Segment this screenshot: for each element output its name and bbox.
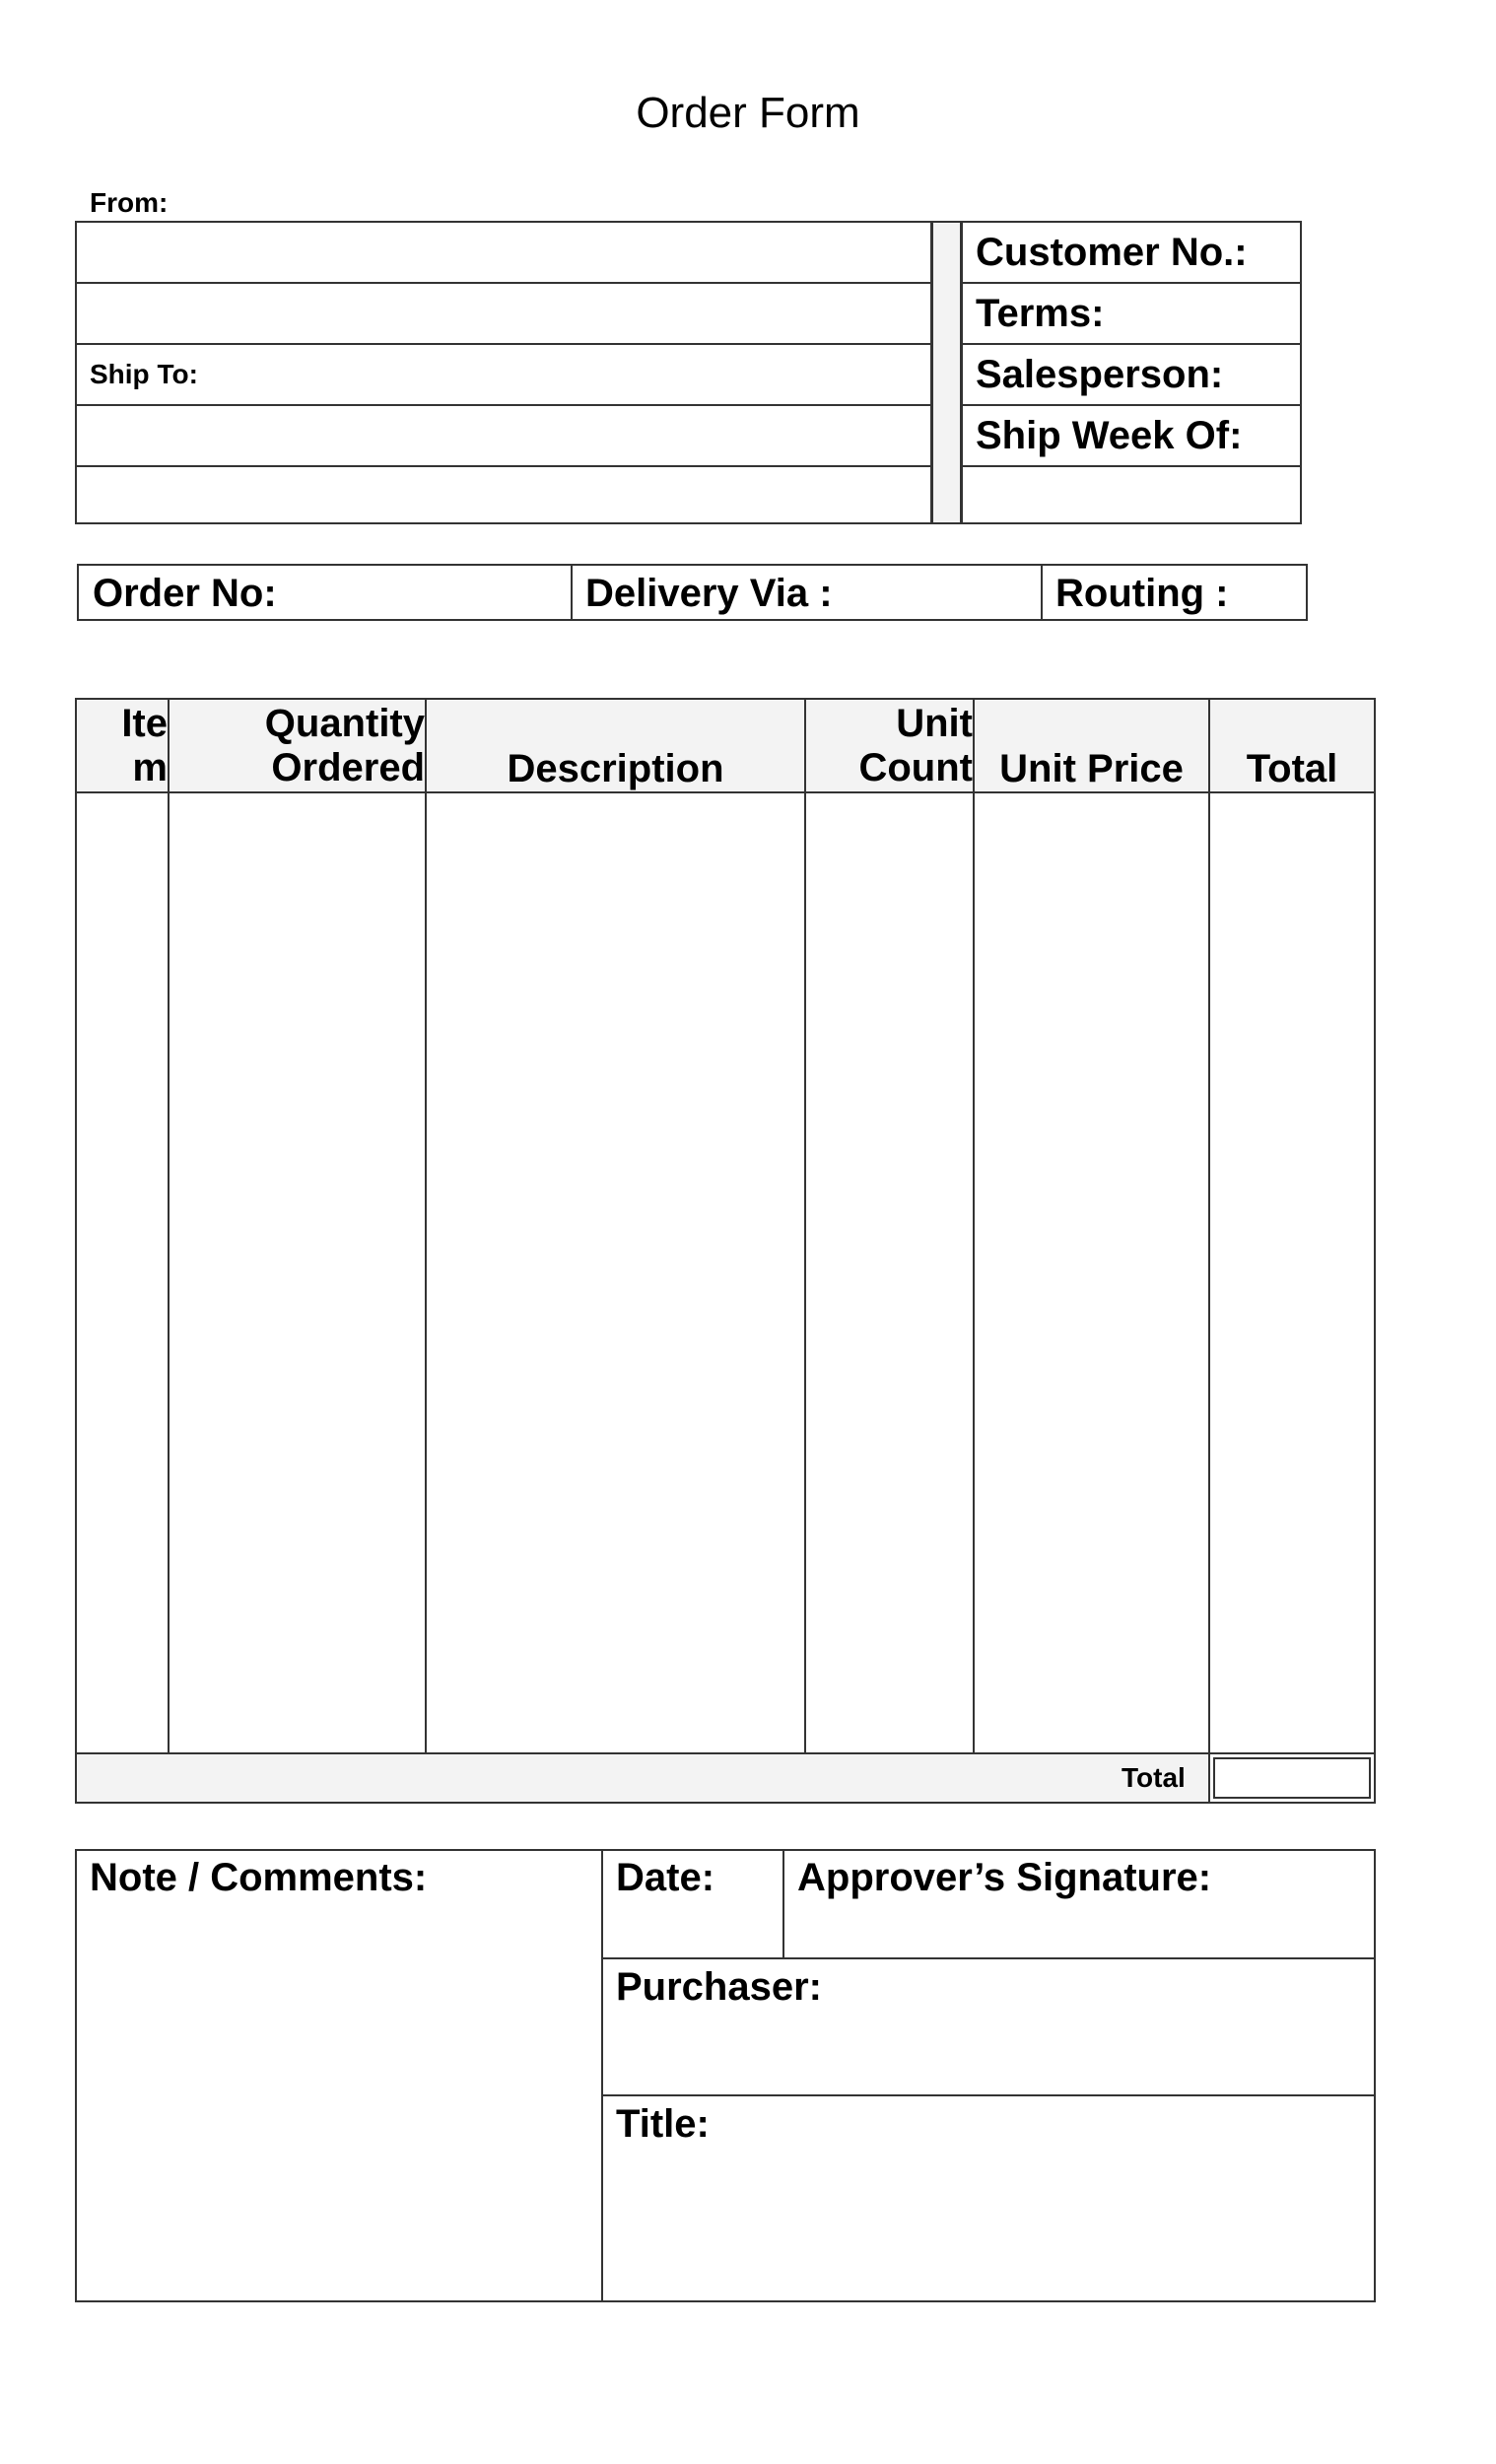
order-info-bar [77, 564, 1308, 621]
divider [963, 404, 1300, 406]
from-line-1[interactable] [77, 223, 930, 282]
table-footer [77, 1754, 1208, 1802]
purchaser-label: Purchaser: [616, 1965, 822, 2009]
salesperson-label: Salesperson: [976, 353, 1224, 396]
notes-field[interactable] [77, 1910, 599, 2300]
footer-total-label: Total [1122, 1762, 1186, 1793]
divider [601, 1851, 603, 2300]
delivery-via-label: Delivery Via : [585, 572, 833, 615]
header-unit-price [975, 700, 1208, 791]
header-quantity [170, 700, 425, 791]
header-item-line1: Ite [121, 701, 168, 745]
from-line-2[interactable] [77, 284, 930, 343]
approver-signature-label: Approver’s Signature: [797, 1856, 1212, 1899]
divider [782, 1851, 784, 1959]
customer-info-box [961, 221, 1302, 524]
divider [1041, 566, 1043, 619]
address-box [75, 221, 932, 524]
approval-box [75, 1849, 1376, 2302]
items-body[interactable] [77, 793, 1374, 1752]
header-total-text: Total [1246, 747, 1338, 790]
header-total [1210, 700, 1374, 791]
page-title: Order Form [636, 89, 860, 137]
from-label: From: [90, 187, 169, 218]
header-unit-count-line2: Count [858, 745, 973, 789]
header-unit-count [806, 700, 973, 791]
header-quantity-line2: Ordered [271, 745, 425, 789]
grand-total-field[interactable] [1213, 1757, 1371, 1799]
terms-label: Terms: [976, 292, 1105, 335]
header-item-line2: m [132, 745, 168, 789]
divider [601, 1957, 1374, 1959]
routing-label: Routing : [1055, 572, 1229, 615]
divider [571, 566, 573, 619]
customer-no-label: Customer No.: [976, 231, 1248, 274]
ship-to-line-2[interactable] [77, 467, 930, 524]
date-label: Date: [616, 1856, 715, 1899]
items-table [75, 698, 1376, 1804]
divider [601, 2094, 1374, 2096]
ship-to-label: Ship To: [90, 359, 198, 389]
divider [963, 282, 1300, 284]
header-unit-count-line1: Unit [896, 701, 973, 745]
customer-extra-field[interactable] [963, 467, 1300, 524]
notes-label: Note / Comments: [90, 1856, 428, 1899]
spacer-column [931, 221, 962, 524]
header-description-text: Description [507, 747, 724, 790]
header-item [77, 700, 168, 791]
header-description [427, 700, 804, 791]
ship-week-of-label: Ship Week Of: [976, 414, 1243, 457]
ship-to-line-1[interactable] [77, 406, 930, 465]
header-unit-price-text: Unit Price [999, 747, 1184, 790]
divider [77, 343, 930, 345]
header-quantity-line1: Quantity [264, 701, 425, 745]
title-field-label: Title: [616, 2102, 710, 2146]
divider [963, 343, 1300, 345]
order-no-label: Order No: [93, 572, 277, 615]
